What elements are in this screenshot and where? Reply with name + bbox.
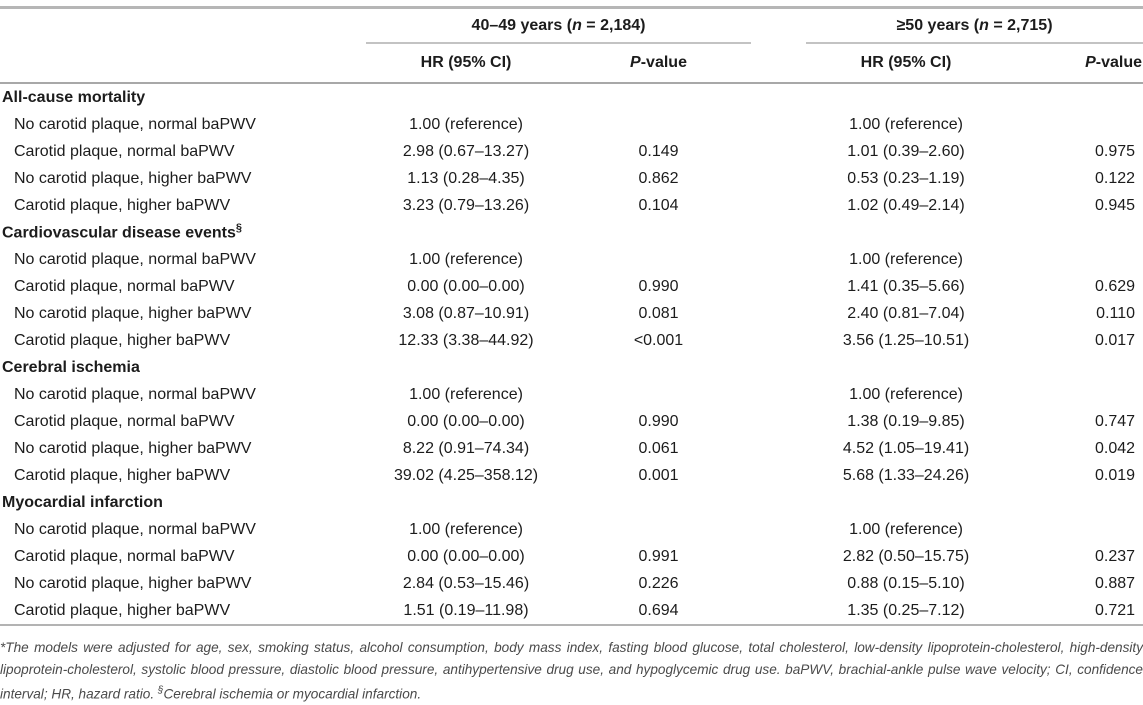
hr-ci-header-40-49: HR (95% CI) [366,43,566,83]
table-body [0,83,1143,625]
column-gap [751,570,806,597]
label-column-header [0,8,366,44]
table-footnote [0,637,1143,705]
p-value-40-49 [566,246,751,273]
column-gap [751,435,806,462]
p-value-50plus [1006,111,1143,138]
column-gap [751,246,806,273]
data-row [0,327,1143,354]
row-label: No carotid plaque, normal baPWV [14,250,256,268]
footnote-cvd-definition: Cerebral ischemia or myocardial infarction. [163,686,422,702]
data-row [0,111,1143,138]
hazard-ratio-table [0,6,1143,626]
column-gap [751,300,806,327]
hr-ci-40-49: 1.51 (0.19–11.98) [366,597,566,625]
p-italic: P [630,54,641,71]
hr-ci-50plus: 1.38 (0.19–9.85) [847,412,965,430]
column-header-row [0,43,1143,83]
gap-subheader [751,43,806,83]
p-value-50plus: 0.747 [1094,412,1136,430]
row-label: No carotid plaque, higher baPWV [14,574,252,592]
hr-ci-40-49: 39.02 (4.25–358.12) [393,466,539,484]
row-label: No carotid plaque, higher baPWV [14,304,252,322]
row-label: Carotid plaque, normal baPWV [14,277,235,295]
column-gap [751,192,806,219]
p-value-40-49: 0.081 [638,304,679,322]
column-gap [751,111,806,138]
section-title: Myocardial infarction [2,493,163,511]
row-label: No carotid plaque, higher baPWV [14,439,252,457]
hr-ci-50plus: 1.00 (reference) [849,250,963,268]
column-gap [751,408,806,435]
p-value-40-49: 0.991 [638,547,679,565]
hr-ci-50plus: 1.02 (0.49–2.14) [847,196,965,214]
p-value-50plus: 0.721 [1006,597,1143,625]
section-header-row [0,489,1143,516]
hr-ci-50plus: 1.01 (0.39–2.60) [847,142,965,160]
data-row [0,273,1143,300]
p-value-50plus: 0.110 [1096,304,1136,322]
group-50plus-post: = 2,715) [988,16,1053,34]
p-value-40-49: 0.061 [638,439,679,457]
row-label: Carotid plaque, higher baPWV [14,331,231,349]
p-value-50plus [1006,516,1143,543]
hr-ci-50plus: 1.00 (reference) [849,520,963,538]
group-40-49-n: n [572,16,582,34]
group-header-row [0,8,1143,44]
section-title: Cardiovascular disease events§ [2,222,243,242]
p-value-50plus: 0.019 [1094,466,1136,484]
p-value-40-49: 0.149 [638,142,679,160]
row-label: No carotid plaque, normal baPWV [14,115,256,133]
p-value-40-49: 0.001 [638,466,679,484]
data-row [0,300,1143,327]
row-label: Carotid plaque, higher baPWV [0,597,366,625]
hr-ci-50plus: 1.00 (reference) [849,115,963,133]
data-row [0,381,1143,408]
section-title: All-cause mortality [2,88,146,106]
hr-ci-50plus: 0.53 (0.23–1.19) [847,169,965,187]
data-row [0,138,1143,165]
group-50plus-pre: ≥50 years ( [896,16,980,34]
p-value-50plus [1006,381,1143,408]
data-row [0,597,1143,625]
hr-ci-50plus: 2.40 (0.81–7.04) [847,304,965,322]
row-label: Carotid plaque, normal baPWV [14,142,235,160]
row-label: Carotid plaque, higher baPWV [14,196,231,214]
footnote-asterisk: * [0,640,6,655]
hr-ci-40-49: 1.00 (reference) [409,115,523,133]
data-row [0,435,1143,462]
p-value-40-49: 0.694 [566,597,751,625]
p-value-50plus: 0.042 [1094,439,1136,457]
section-header-row [0,219,1143,246]
p-value-40-49: 0.862 [638,169,679,187]
data-row [0,516,1143,543]
hr-ci-40-49: 0.00 (0.00–0.00) [407,412,525,430]
hr-ci-50plus: 1.41 (0.35–5.66) [847,277,965,295]
column-gap [751,516,806,543]
hr-ci-40-49: 8.22 (0.91–74.34) [402,439,530,457]
data-row [0,543,1143,570]
p-value-40-49 [566,381,751,408]
footnote-main-text: The models were adjusted for age, sex, smoking status, alcohol consumption, body mass index, fasting blood glucose, total cholesterol, low-density lipoprotein-cholesterol, high-density lipoprotein-cholesterol, systolic blood pressure, diastolic blood pressure, antihypertensive drug use, and hypoglycemic drug use. baPWV, brachial-ankle pulse wave velocity; CI, confidence interval; HR, hazard ratio. [0,640,1143,702]
p-value-40-49: 0.226 [638,574,679,592]
hr-ci-40-49: 3.08 (0.87–10.91) [402,304,530,322]
section-header-row [0,83,1143,111]
row-label: No carotid plaque, normal baPWV [14,520,256,538]
p-value-header-50plus [1006,43,1143,83]
table-header [0,8,1143,84]
group-40-49-post: = 2,184) [581,16,646,34]
column-gap [751,597,806,625]
p-value-50plus [1006,246,1143,273]
p-value-40-49: <0.001 [633,331,684,349]
data-row [0,408,1143,435]
row-label: Carotid plaque, normal baPWV [14,547,235,565]
row-label: Carotid plaque, higher baPWV [14,466,231,484]
hr-ci-40-49: 3.23 (0.79–13.26) [402,196,530,214]
hr-ci-40-49: 1.00 (reference) [409,520,523,538]
hr-ci-50plus: 5.68 (1.33–24.26) [842,466,970,484]
data-row [0,192,1143,219]
hr-ci-50plus: 2.82 (0.50–15.75) [842,547,970,565]
p-value-40-49: 0.104 [638,196,679,214]
data-row [0,570,1143,597]
row-label: No carotid plaque, higher baPWV [14,169,252,187]
p-rest: -value [640,54,687,71]
column-gap [751,462,806,489]
column-gap [751,381,806,408]
group-gap [751,8,806,44]
hr-ci-40-49: 12.33 (3.38–44.92) [398,331,534,349]
p-value-50plus: 0.017 [1094,331,1136,349]
p-value-50plus: 0.887 [1094,574,1136,592]
p-italic: P [1085,54,1096,71]
p-value-40-49 [566,516,751,543]
p-value-50plus: 0.122 [1094,169,1136,187]
p-value-50plus: 0.629 [1094,277,1136,295]
data-row [0,165,1143,192]
hr-ci-40-49: 0.00 (0.00–0.00) [407,547,525,565]
p-value-header-40-49 [566,43,751,83]
group-header-50plus [806,8,1143,44]
p-value-50plus: 0.975 [1094,142,1136,160]
section-header-row [0,354,1143,381]
group-header-40-49 [366,8,751,44]
hr-ci-50plus: 3.56 (1.25–10.51) [842,331,970,349]
hr-ci-50plus: 0.88 (0.15–5.10) [847,574,965,592]
column-gap [751,327,806,354]
row-label: Carotid plaque, normal baPWV [14,412,235,430]
p-value-50plus: 0.237 [1094,547,1136,565]
p-value-40-49: 0.990 [638,412,679,430]
group-50plus-n: n [979,16,989,34]
footnote-section-marker: § [157,685,164,696]
column-gap [751,165,806,192]
data-row [0,246,1143,273]
p-value-40-49 [566,111,751,138]
p-value-50plus: 0.945 [1094,196,1136,214]
label-column-subheader [0,43,366,83]
group-40-49-pre: 40–49 years ( [471,16,573,34]
hr-ci-40-49: 1.00 (reference) [409,250,523,268]
hr-ci-header-50plus: HR (95% CI) [806,43,1006,83]
hr-ci-50plus: 1.00 (reference) [849,385,963,403]
p-value-40-49: 0.990 [638,277,679,295]
section-footnote-marker: § [235,222,243,235]
hr-ci-40-49: 1.13 (0.28–4.35) [407,169,525,187]
p-rest: -value [1095,54,1143,71]
hr-ci-40-49: 0.00 (0.00–0.00) [407,277,525,295]
section-title: Cerebral ischemia [2,358,140,376]
column-gap [751,138,806,165]
hr-ci-40-49: 2.84 (0.53–15.46) [402,574,530,592]
column-gap [751,543,806,570]
row-label: No carotid plaque, normal baPWV [14,385,256,403]
hr-ci-40-49: 2.98 (0.67–13.27) [402,142,530,160]
data-row [0,462,1143,489]
hr-ci-50plus: 1.35 (0.25–7.12) [806,597,1006,625]
column-gap [751,273,806,300]
hr-ci-50plus: 4.52 (1.05–19.41) [842,439,970,457]
hr-ci-40-49: 1.00 (reference) [409,385,523,403]
